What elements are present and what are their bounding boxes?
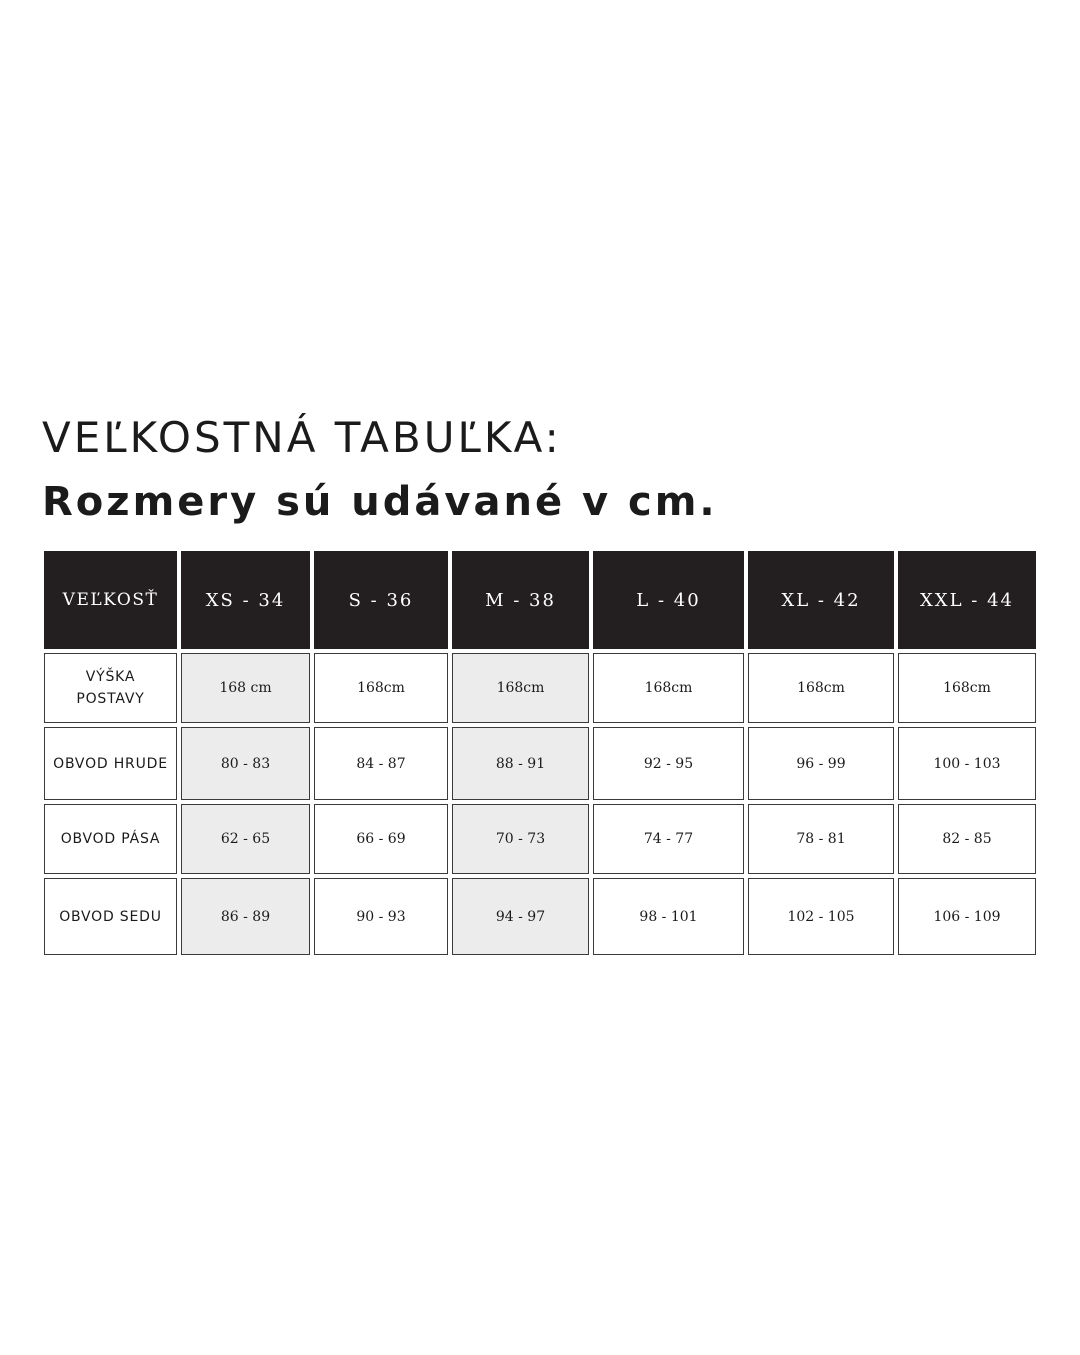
- table-cell: 70 - 73: [452, 804, 589, 874]
- row-label-height-line2: POSTAVY: [76, 691, 145, 707]
- table-cell: 90 - 93: [314, 878, 448, 955]
- table-cell: 62 - 65: [181, 804, 310, 874]
- page-subtitle: Rozmery sú udávané v cm.: [42, 479, 718, 525]
- header-size-label: VEĽKOSŤ: [44, 551, 177, 649]
- table-cell: 88 - 91: [452, 727, 589, 800]
- table-cell: 168cm: [898, 653, 1036, 723]
- table-row-waist: [44, 804, 1036, 874]
- size-chart-table: [40, 547, 1040, 959]
- table-cell: 168cm: [314, 653, 448, 723]
- table-cell: 168 cm: [181, 653, 310, 723]
- header-size-l: L - 40: [593, 551, 744, 649]
- header-size-m: M - 38: [452, 551, 589, 649]
- row-label-chest: OBVOD HRUDE: [44, 727, 177, 800]
- row-label-hips: OBVOD SEDU: [44, 878, 177, 955]
- table-cell: 66 - 69: [314, 804, 448, 874]
- table-cell: 92 - 95: [593, 727, 744, 800]
- table-row-chest: [44, 727, 1036, 800]
- table-cell: 78 - 81: [748, 804, 894, 874]
- table-cell: 102 - 105: [748, 878, 894, 955]
- page-title: VEĽKOSTNÁ TABUĽKA:: [42, 413, 562, 462]
- header-size-s: S - 36: [314, 551, 448, 649]
- row-label-height-line1: VÝŠKA: [85, 669, 136, 685]
- table-cell: 86 - 89: [181, 878, 310, 955]
- table-cell: 96 - 99: [748, 727, 894, 800]
- row-label-waist: OBVOD PÁSA: [44, 804, 177, 874]
- table-cell: 84 - 87: [314, 727, 448, 800]
- table-cell: 100 - 103: [898, 727, 1036, 800]
- table-cell: 106 - 109: [898, 878, 1036, 955]
- table-row-height: [44, 653, 1036, 723]
- table-cell: 98 - 101: [593, 878, 744, 955]
- table-row-hips: [44, 878, 1036, 955]
- table-header-row: [44, 551, 1036, 649]
- table-cell: 168cm: [452, 653, 589, 723]
- table-cell: 168cm: [593, 653, 744, 723]
- table-cell: 74 - 77: [593, 804, 744, 874]
- header-size-xl: XL - 42: [748, 551, 894, 649]
- table-cell: 82 - 85: [898, 804, 1036, 874]
- table-cell: 80 - 83: [181, 727, 310, 800]
- table-cell: 168cm: [748, 653, 894, 723]
- table-cell: 94 - 97: [452, 878, 589, 955]
- header-size-xs: XS - 34: [181, 551, 310, 649]
- row-label-height: [44, 653, 177, 723]
- header-size-xxl: XXL - 44: [898, 551, 1036, 649]
